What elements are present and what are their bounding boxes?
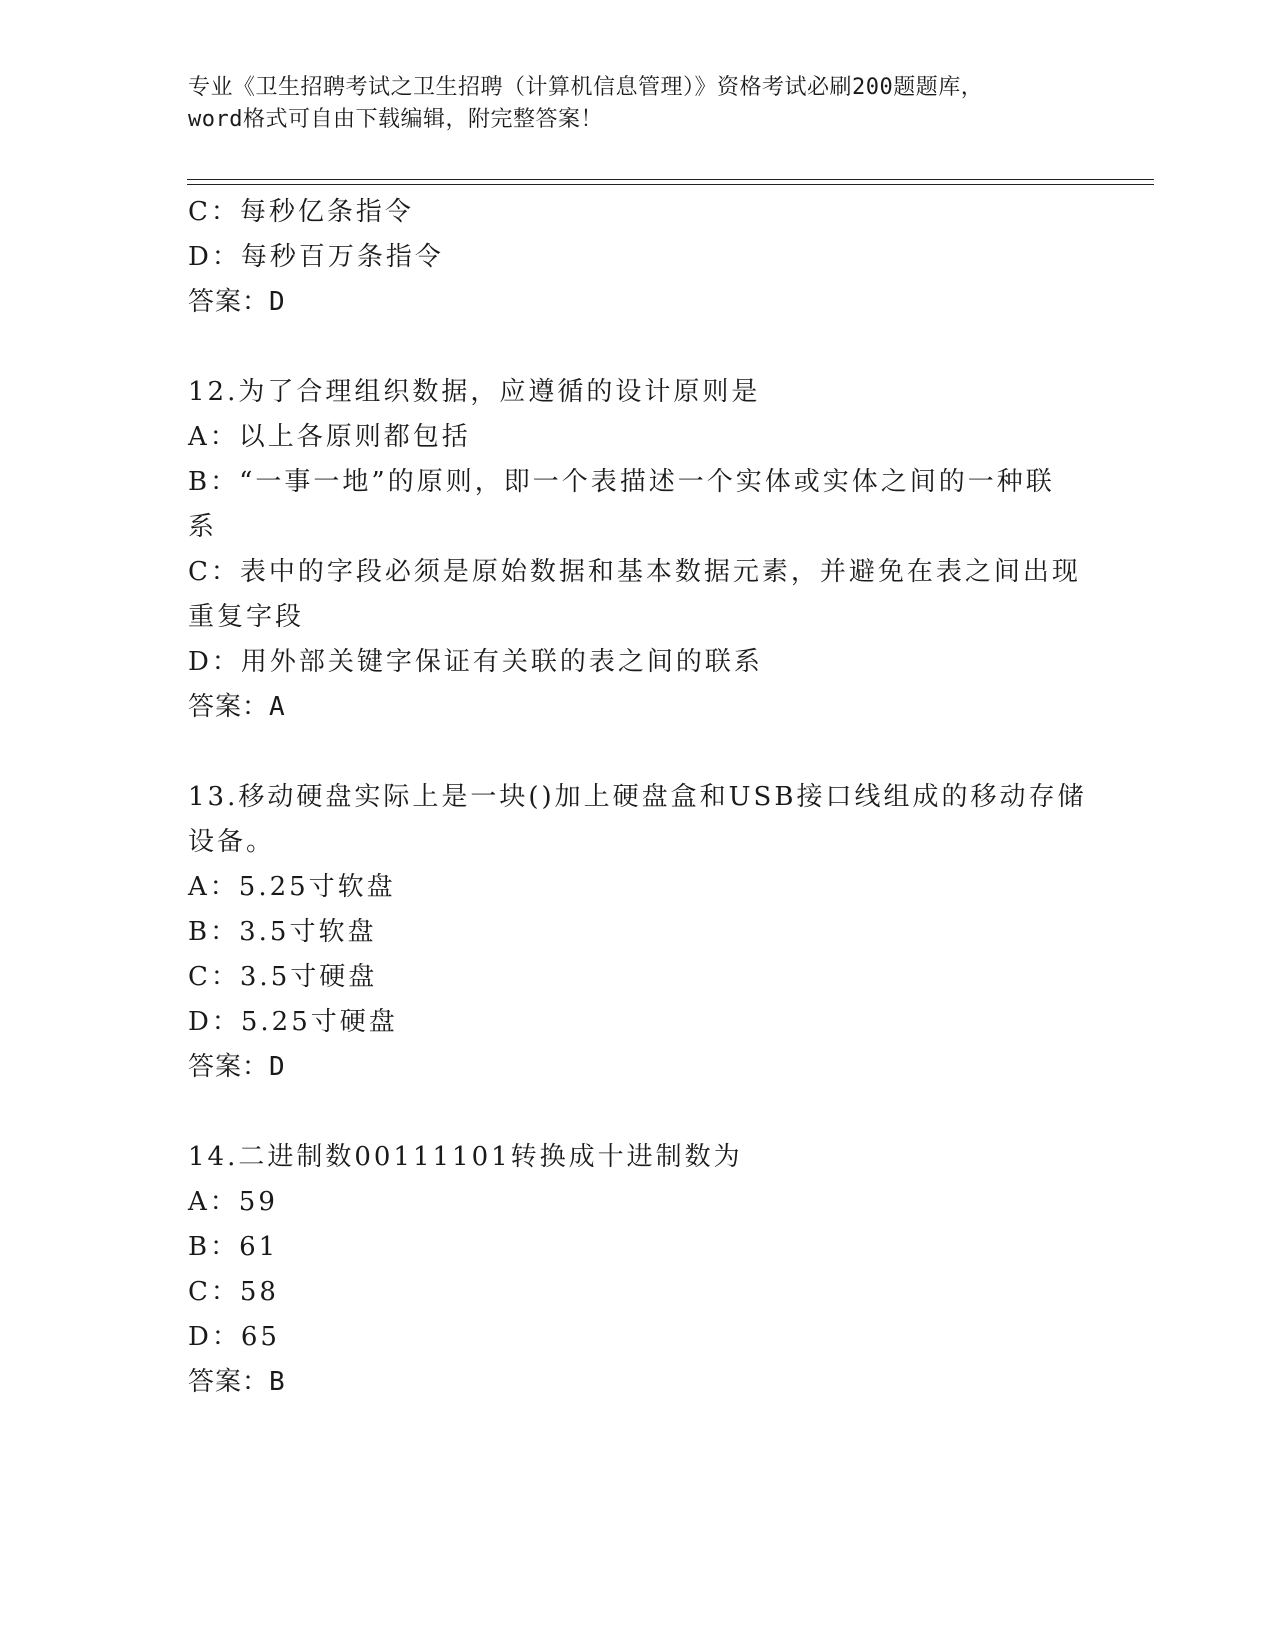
question-stem: 14.二进制数00111101转换成十进制数为 [188, 1142, 743, 1172]
question-13 [188, 775, 1088, 1090]
option-c-line-2: 重复字段 [188, 602, 305, 632]
header-divider-top [187, 179, 1154, 180]
answer-line: 答案：B [188, 1367, 286, 1397]
option-c: C：58 [188, 1277, 279, 1307]
option-c: C：3.5寸硬盘 [188, 962, 378, 992]
spacer [188, 730, 1088, 775]
question-stem-line-2: 设备。 [188, 827, 276, 857]
option-c: C：每秒亿条指令 [188, 197, 414, 227]
document-header [188, 72, 1088, 136]
header-title-line-1: 专业《卫生招聘考试之卫生招聘（计算机信息管理）》资格考试必刷200题题库， [188, 75, 984, 100]
option-b-line-2: 系 [188, 512, 218, 542]
option-d: D：用外部关键字保证有关联的表之间的联系 [188, 647, 763, 677]
question-11-tail [188, 190, 1088, 325]
option-a: A：以上各原则都包括 [188, 422, 471, 452]
option-a: A：59 [188, 1187, 278, 1217]
answer-line: 答案：D [188, 1052, 286, 1082]
question-list [188, 190, 1088, 1405]
header-title-line-2: word格式可自由下载编辑，附完整答案！ [188, 107, 603, 132]
spacer [188, 325, 1088, 370]
option-a: A：5.25寸软盘 [188, 872, 396, 902]
option-b: B：61 [188, 1232, 279, 1262]
question-stem: 12.为了合理组织数据，应遵循的设计原则是 [188, 377, 761, 407]
spacer [188, 1090, 1088, 1135]
option-c-line-1: C：表中的字段必须是原始数据和基本数据元素，并避免在表之间出现 [188, 557, 1081, 587]
question-12 [188, 370, 1088, 730]
header-divider-bottom [187, 184, 1154, 185]
answer-line: 答案：D [188, 287, 286, 317]
answer-line: 答案：A [188, 692, 286, 722]
option-d: D：5.25寸硬盘 [188, 1007, 398, 1037]
option-d: D：65 [188, 1322, 280, 1352]
option-b: B：3.5寸软盘 [188, 917, 377, 947]
option-d: D：每秒百万条指令 [188, 242, 444, 272]
question-14 [188, 1135, 1088, 1405]
option-b-line-1: B：“一事一地”的原则，即一个表描述一个实体或实体之间的一种联 [188, 467, 1055, 497]
question-stem-line-1: 13.移动硬盘实际上是一块()加上硬盘盒和USB接口线组成的移动存储 [188, 782, 1087, 812]
